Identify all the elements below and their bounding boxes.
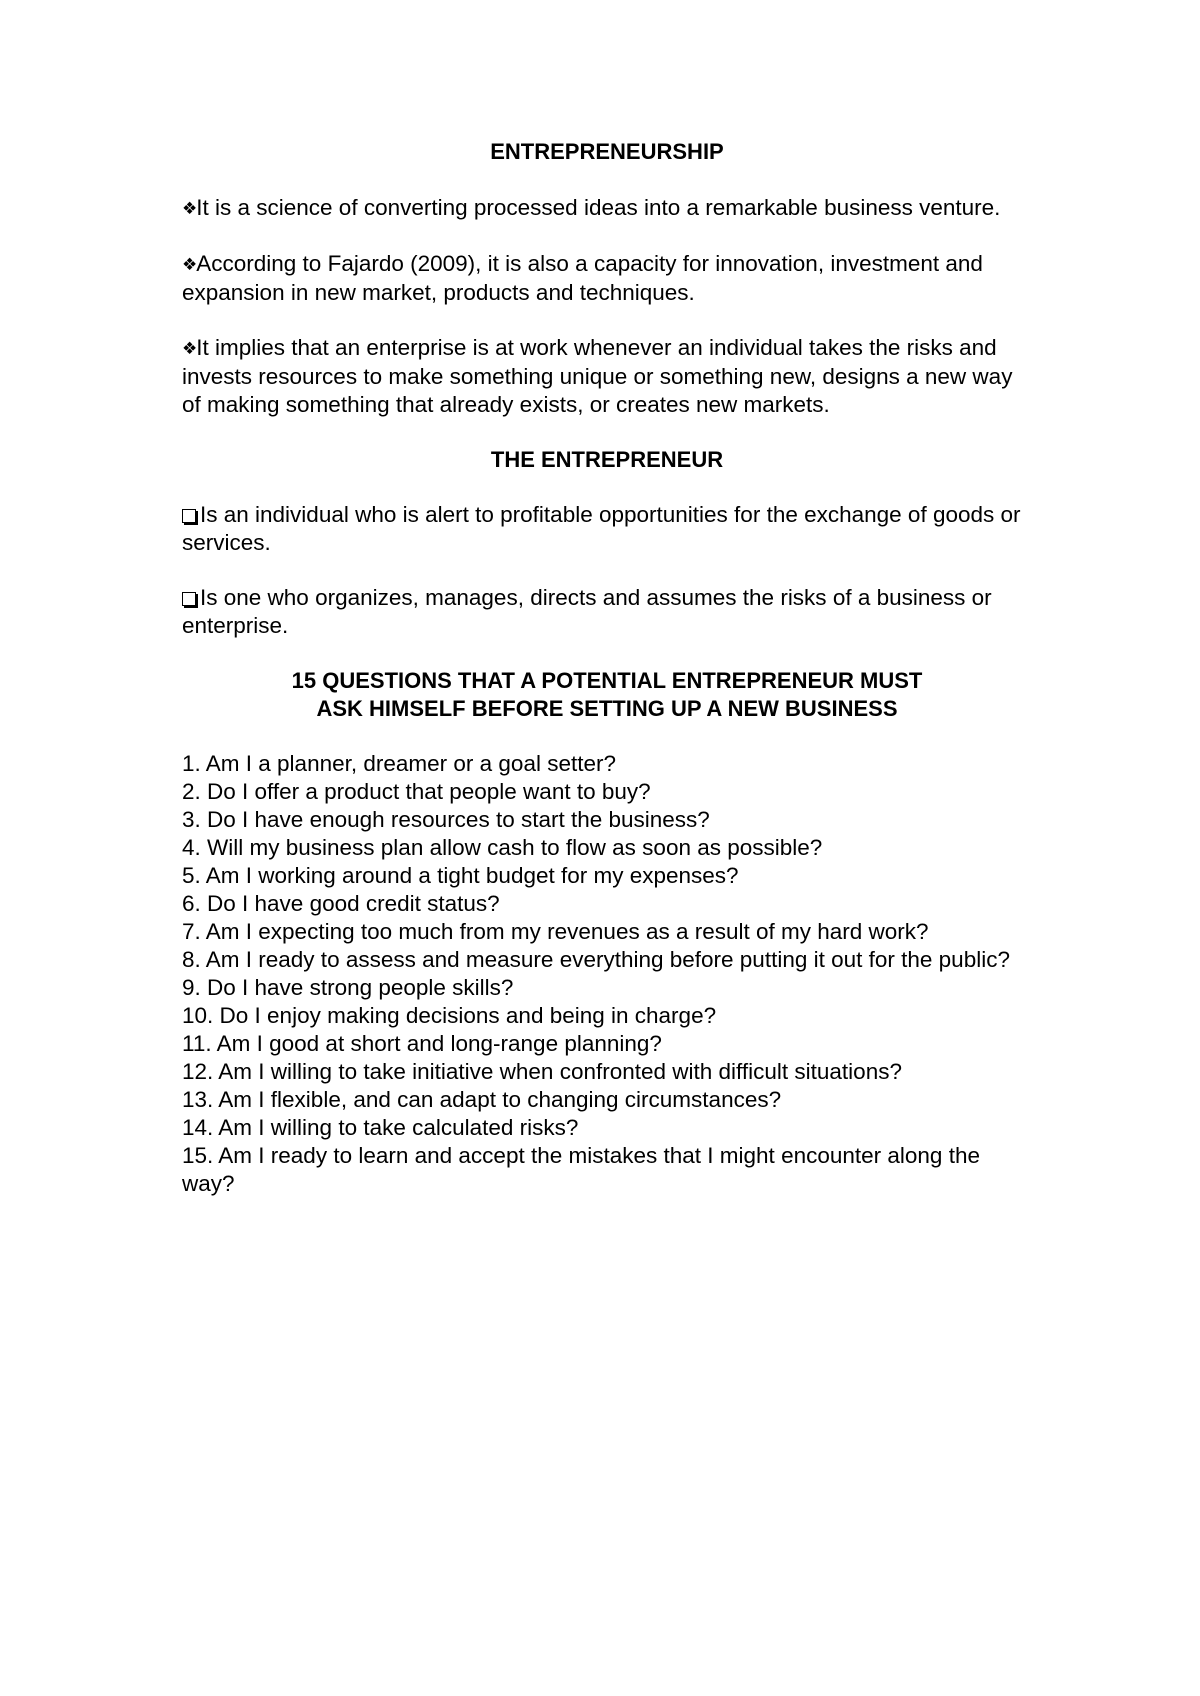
question-item: 15. Am I ready to learn and accept the mistakes that I might encounter along the way?	[182, 1143, 980, 1196]
question-item: 12. Am I willing to take initiative when confronted with difficult situations?	[182, 1059, 902, 1084]
entrepreneur-bullet-1: Is an individual who is alert to profitable opportunities for the exchange of goods or services.	[182, 502, 1021, 555]
question-item: 4. Will my business plan allow cash to flow as soon as possible?	[182, 835, 823, 860]
diamond-bullet-icon: ❖	[182, 199, 197, 218]
question-item: 7. Am I expecting too much from my revenues as a result of my hard work?	[182, 919, 929, 944]
diamond-bullet-icon: ❖	[182, 255, 197, 274]
entrepreneur-bullet-2: Is one who organizes, manages, directs and assumes the risks of a business or enterprise.	[182, 585, 992, 638]
question-item: 9. Do I have strong people skills?	[182, 975, 514, 1000]
entrepreneurship-bullet-1: ❖It is a science of converting processed ideas into a remarkable business venture.	[182, 194, 1032, 223]
checkbox-bullet-icon	[182, 509, 196, 523]
question-item: 2. Do I offer a product that people want to buy?	[182, 779, 651, 804]
question-item: 8. Am I ready to assess and measure everything before putting it out for the public?	[182, 947, 1010, 972]
checkbox-bullet-icon	[182, 592, 196, 606]
question-item: 11. Am I good at short and long-range planning?	[182, 1031, 662, 1056]
questions-heading-line-1: 15 QUESTIONS THAT A POTENTIAL ENTREPRENEUR MUST	[291, 668, 923, 693]
question-item: 10. Do I enjoy making decisions and being in charge?	[182, 1003, 717, 1028]
entrepreneurship-bullet-2: ❖According to Fajardo (2009), it is also a capacity for innovation, investment and expansion in new market, products and techniques.	[182, 251, 983, 305]
question-item: 6. Do I have good credit status?	[182, 891, 500, 916]
question-item: 3. Do I have enough resources to start the business?	[182, 807, 710, 832]
question-item: 5. Am I working around a tight budget for my expenses?	[182, 863, 739, 888]
document-page	[182, 138, 1032, 1198]
diamond-bullet-icon: ❖	[182, 339, 197, 358]
question-item: 14. Am I willing to take calculated risks?	[182, 1115, 579, 1140]
entrepreneur-heading: THE ENTREPRENEUR	[490, 447, 724, 472]
entrepreneurship-bullet-3: ❖It implies that an enterprise is at work whenever an individual takes the risks and invests resources to make something unique or something new, designs a new way of making something that already exists, or creates new markets.	[182, 335, 1013, 417]
question-item: 1. Am I a planner, dreamer or a goal setter?	[182, 751, 616, 776]
questions-heading-line-2: ASK HIMSELF BEFORE SETTING UP A NEW BUSINESS	[316, 696, 898, 721]
entrepreneurship-heading: ENTREPRENEURSHIP	[490, 139, 724, 164]
questions-list	[182, 750, 1032, 1198]
question-item: 13. Am I flexible, and can adapt to changing circumstances?	[182, 1087, 782, 1112]
